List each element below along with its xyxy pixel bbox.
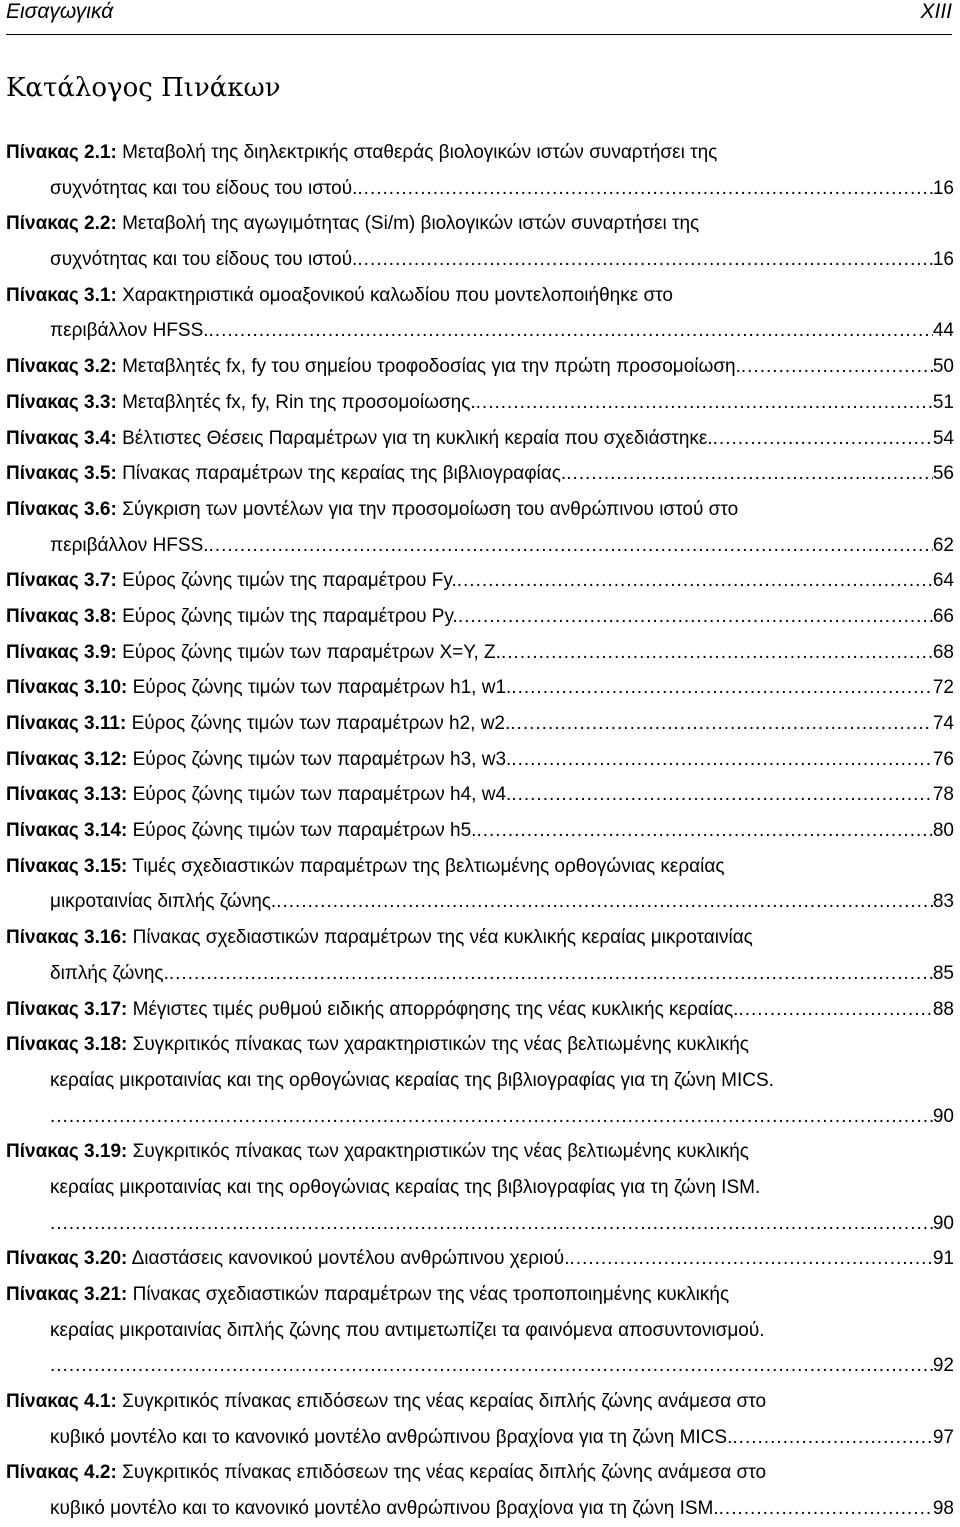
table-caption-text: Μεταβλητές fx, fy, Rin της προσομοίωσης. <box>116 391 476 413</box>
table-caption-text: Σύγκριση των μοντέλων για την προσομοίωση του ανθρώπινου ιστού στο <box>116 498 739 520</box>
toc-entry[interactable] <box>6 456 954 492</box>
table-caption-text: Εύρος ζώνης τιμών των παραμέτρων h5. <box>127 820 477 842</box>
page-ref[interactable]: 16 <box>932 177 954 199</box>
dot-leader <box>732 1420 932 1456</box>
dot-leader <box>209 313 933 349</box>
toc-entry-line <box>6 349 954 385</box>
toc-entry[interactable] <box>6 635 954 671</box>
page-ref[interactable]: 74 <box>932 713 954 734</box>
page-ref[interactable]: 76 <box>932 748 954 770</box>
toc-entry[interactable] <box>6 670 954 706</box>
table-caption-text: κεραίας μικροταινίας και της ορθογώνιας κεραίας της βιβλιογραφίας για τη ζώνη MICS. <box>50 1069 774 1091</box>
page-ref[interactable]: 85 <box>932 962 954 984</box>
dot-leader <box>458 599 933 635</box>
toc-entry[interactable] <box>6 599 954 635</box>
page-ref[interactable]: 56 <box>932 463 954 485</box>
table-label: Πίνακας 2.1: <box>6 142 117 163</box>
dot-leader <box>357 242 932 278</box>
table-caption-text: Μεταβλητές fx, fy του σημείου τροφοδοσίας για την πρώτη προσομοίωση. <box>116 356 741 378</box>
table-label: Πίνακας 3.19: <box>6 1141 128 1163</box>
dot-leader <box>276 884 933 920</box>
table-label: Πίνακας 3.10: <box>6 677 128 699</box>
page-header <box>6 0 952 35</box>
page-ref[interactable]: 78 <box>932 784 954 806</box>
toc-entry-line <box>6 1420 954 1456</box>
page-ref[interactable]: 88 <box>932 998 954 1020</box>
toc-entry-line <box>6 884 954 920</box>
dot-leader <box>50 1348 933 1384</box>
table-caption-text: Διαστάσεις κανονικού μοντέλου ανθρώπινου χεριού. <box>127 1248 570 1270</box>
table-label: Πίνακας 3.3: <box>6 391 117 413</box>
table-label: Πίνακας 3.15: <box>6 855 128 877</box>
table-label: Πίνακας 3.18: <box>6 1034 128 1056</box>
table-caption-text: Εύρος ζώνης τιμών των παραμέτρων h4, w4. <box>127 784 512 806</box>
table-caption-text: Συγκριτικός πίνακας των χαρακτηριστικών της νέας βελτιωμένης κυκλικής <box>127 1141 749 1163</box>
dot-leader <box>476 385 933 421</box>
table-caption-text: κεραίας μικροταινίας και της ορθογώνιας κεραίας της βιβλιογραφίας για τη ζώνη ISM. <box>50 1176 761 1198</box>
toc-entry[interactable] <box>6 421 954 457</box>
toc-entry-line <box>6 171 954 207</box>
toc-entry-line <box>6 956 954 992</box>
table-label: Πίνακας 3.1: <box>6 284 117 306</box>
dot-leader <box>738 992 932 1028</box>
dot-leader <box>357 171 932 207</box>
toc-entry-line <box>6 242 954 278</box>
table-label: Πίνακας 3.2: <box>6 356 117 378</box>
toc-entry-line <box>6 706 954 742</box>
page-ref[interactable]: 97 <box>932 1426 954 1448</box>
toc-entry[interactable] <box>6 742 954 778</box>
toc-entry-line <box>6 278 954 314</box>
page-ref[interactable]: 98 <box>932 1498 954 1520</box>
toc-entry-line <box>6 1027 954 1063</box>
dot-leader <box>501 635 933 671</box>
dot-leader <box>209 528 933 564</box>
dot-leader <box>50 1099 933 1135</box>
table-caption-text: Πίνακας παραμέτρων της κεραίας της βιβλιογραφίας. <box>116 463 567 485</box>
table-caption-text: Εύρος ζώνης τιμών των παραμέτρων X=Y, Z. <box>116 641 501 663</box>
table-caption-text: Πίνακας σχεδιαστικών παραμέτρων της νέας τροποποιημένης κυκλικής <box>127 1284 730 1305</box>
toc-entry-line <box>6 992 954 1028</box>
dot-leader <box>511 670 933 706</box>
table-label: Πίνακας 3.11: <box>6 713 127 734</box>
table-label: Πίνακας 3.21: <box>6 1284 128 1305</box>
toc-entry-line <box>6 635 954 671</box>
toc-entry-line <box>6 421 954 457</box>
page-ref[interactable]: 80 <box>932 820 954 842</box>
table-label: Πίνακας 4.1: <box>6 1391 117 1413</box>
page-ref[interactable]: 91 <box>932 1248 954 1270</box>
toc-entry[interactable] <box>6 849 954 920</box>
table-caption-text: κεραίας μικροταινίας διπλής ζώνης που αντιμετωπίζει τα φαινόμενα αποσυντονισμού. <box>50 1319 765 1341</box>
page-ref[interactable]: 66 <box>932 605 954 627</box>
toc-entry-line <box>6 920 954 956</box>
table-caption-text: κυβικό μοντέλο και το κανονικό μοντέλο ανθρώπινου βραχίονα για τη ζώνη ISM. <box>50 1498 719 1520</box>
table-label: Πίνακας 3.9: <box>6 641 117 663</box>
table-label: Πίνακας 3.8: <box>6 605 117 627</box>
table-caption-text: κυβικό μοντέλο και το κανονικό μοντέλο ανθρώπινου βραχίονα για τη ζώνη MICS. <box>50 1426 733 1448</box>
table-label: Πίνακας 3.4: <box>6 427 117 449</box>
table-caption-text: Πίνακας σχεδιαστικών παραμέτρων της νέα κυκλικής κεραίας μικροταινίας <box>127 927 753 949</box>
table-label: Πίνακας 3.14: <box>6 820 128 842</box>
page-ref[interactable]: 90 <box>932 1105 954 1127</box>
toc-entry[interactable] <box>6 1277 954 1384</box>
toc-entry-line <box>6 563 954 599</box>
toc-entry-line <box>6 492 954 528</box>
toc-entry-line <box>6 456 954 492</box>
toc-entry-line <box>6 777 954 813</box>
table-caption-text: Εύρος ζώνης τιμών των παραμέτρων h1, w1. <box>127 677 512 699</box>
toc-entry-line <box>6 1313 954 1349</box>
dot-leader <box>457 563 933 599</box>
dot-leader <box>511 742 933 778</box>
toc-entry[interactable] <box>6 706 954 742</box>
toc-entry-line <box>6 813 954 849</box>
toc-entry-line <box>6 528 954 564</box>
toc-entry[interactable] <box>6 385 954 421</box>
toc-entry-line <box>6 1099 954 1135</box>
section-title: Εισαγωγικά <box>6 0 114 23</box>
page-ref[interactable]: 64 <box>932 570 954 592</box>
toc-entry[interactable] <box>6 1241 954 1277</box>
toc-entry[interactable] <box>6 492 954 563</box>
toc-entry[interactable] <box>6 206 954 277</box>
toc-entry-line <box>6 1277 954 1313</box>
toc-entry[interactable] <box>6 920 954 991</box>
dot-leader <box>719 1491 933 1527</box>
toc-entry-line <box>6 206 954 242</box>
table-caption-text: περιβάλλον HFSS. <box>50 534 209 556</box>
table-caption-text: Βέλτιστες Θέσεις Παραμέτρων για τη κυκλική κεραία που σχεδιάστηκε. <box>116 427 713 449</box>
table-caption-text: Εύρος ζώνης τιμών της παραμέτρου Py. <box>116 605 458 627</box>
toc-entry-line <box>6 1384 954 1420</box>
page-ref[interactable]: 83 <box>932 891 954 913</box>
toc-entry[interactable] <box>6 1027 954 1134</box>
table-caption-text: Χαρακτηριστικά ομοαξονικού καλωδίου που μοντελοποιήθηκε στο <box>116 284 673 306</box>
table-label: Πίνακας 3.7: <box>6 570 117 592</box>
table-caption-text: Συγκριτικός πίνακας των χαρακτηριστικών της νέας βελτιωμένης κυκλικής <box>127 1034 749 1056</box>
toc-entry[interactable] <box>6 349 954 385</box>
table-label: Πίνακας 4.2: <box>6 1462 117 1484</box>
table-caption-text: Μεταβολή της αγωγιμότητας (Si/m) βιολογικών ιστών συναρτήσει της <box>116 213 700 235</box>
toc-entry-line <box>6 1348 954 1384</box>
dot-leader <box>566 456 933 492</box>
toc-entry-line <box>6 1206 954 1242</box>
toc-entry-line <box>6 670 954 706</box>
table-caption-text: περιβάλλον HFSS. <box>50 320 209 342</box>
table-label: Πίνακας 3.20: <box>6 1248 128 1270</box>
toc-entry[interactable] <box>6 135 954 206</box>
table-caption-text: Συγκριτικός πίνακας επιδόσεων της νέας κεραίας διπλής ζώνης ανάμεσα στο <box>116 1462 767 1484</box>
dot-leader <box>713 421 933 457</box>
toc-entry[interactable] <box>6 278 954 349</box>
table-caption-text: Συγκριτικός πίνακας επιδόσεων της νέας κεραίας διπλής ζώνης ανάμεσα στο <box>116 1391 767 1413</box>
page-ref[interactable]: 54 <box>932 427 954 449</box>
table-caption-text: μικροταινίας διπλής ζώνης. <box>50 891 277 913</box>
table-caption-text: συχνότητας και του είδους του ιστού. <box>50 249 358 271</box>
dot-leader <box>50 1206 933 1242</box>
page-ref[interactable]: 68 <box>932 641 954 663</box>
dot-leader <box>169 956 933 992</box>
page-ref[interactable]: 90 <box>932 1212 954 1234</box>
dot-leader <box>510 706 933 742</box>
toc-entry[interactable] <box>6 563 954 599</box>
table-caption-text: συχνότητας και του είδους του ιστού. <box>50 177 358 199</box>
toc-entry-line <box>6 385 954 421</box>
page-number: XIII <box>920 0 952 23</box>
page-ref[interactable]: 16 <box>932 249 954 271</box>
toc-entry-line <box>6 1170 954 1206</box>
toc-entry-line <box>6 742 954 778</box>
page-ref[interactable]: 62 <box>932 534 954 556</box>
table-caption-text: διπλής ζώνης. <box>50 962 169 984</box>
table-label: Πίνακας 3.5: <box>6 463 117 485</box>
toc-entry[interactable] <box>6 992 954 1028</box>
table-label: Πίνακας 2.2: <box>6 213 117 235</box>
table-label: Πίνακας 3.16: <box>6 927 128 949</box>
list-of-tables-title: Κατάλογος Πινάκων <box>6 73 281 103</box>
list-of-tables <box>6 135 954 1527</box>
table-caption-text: Εύρος ζώνης τιμών των παραμέτρων h3, w3. <box>127 748 512 770</box>
table-caption-text: Μέγιστες τιμές ρυθμού ειδικής απορρόφησης της νέας κυκλικής κεραίας. <box>127 998 739 1020</box>
toc-entry-line <box>6 1491 954 1527</box>
table-caption-text: Εύρος ζώνης τιμών της παραμέτρου Fy. <box>116 570 457 592</box>
toc-entry[interactable] <box>6 1134 954 1241</box>
toc-entry-line <box>6 599 954 635</box>
page-ref[interactable]: 72 <box>932 677 954 699</box>
toc-entry-line <box>6 849 954 885</box>
table-label: Πίνακας 3.12: <box>6 748 128 770</box>
toc-entry-line <box>6 1455 954 1491</box>
page-ref[interactable]: 92 <box>932 1355 954 1377</box>
table-label: Πίνακας 3.6: <box>6 498 117 520</box>
dot-leader <box>476 813 932 849</box>
table-label: Πίνακας 3.13: <box>6 784 128 806</box>
dot-leader <box>511 777 933 813</box>
toc-entry[interactable] <box>6 1455 954 1526</box>
toc-entry-line <box>6 313 954 349</box>
page-ref[interactable]: 50 <box>932 356 954 378</box>
table-caption-text: Τιμές σχεδιαστικών παραμέτρων της βελτιωμένης ορθογώνιας κεραίας <box>127 855 725 877</box>
table-label: Πίνακας 3.17: <box>6 998 128 1020</box>
toc-entry-line <box>6 1134 954 1170</box>
table-caption-text: Μεταβολή της διηλεκτρικής σταθεράς βιολογικών ιστών συναρτήσει της <box>116 142 718 163</box>
toc-entry[interactable] <box>6 813 954 849</box>
dot-leader <box>741 349 933 385</box>
toc-entry-line <box>6 1241 954 1277</box>
dot-leader <box>569 1241 932 1277</box>
page-ref[interactable]: 44 <box>932 320 954 342</box>
table-caption-text: Εύρος ζώνης τιμών των παραμέτρων h2, w2. <box>126 713 511 734</box>
page-ref[interactable]: 51 <box>932 391 954 413</box>
toc-entry[interactable] <box>6 1384 954 1455</box>
toc-entry-line <box>6 1063 954 1099</box>
toc-entry-line <box>6 135 954 171</box>
toc-entry[interactable] <box>6 777 954 813</box>
